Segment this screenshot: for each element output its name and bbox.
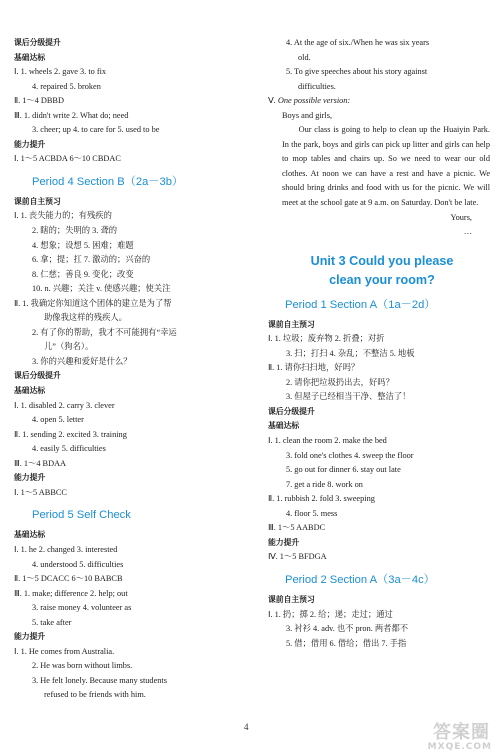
answer-line: 5. take after <box>32 617 72 627</box>
answer-line: 儿”（狗名）。 <box>44 342 94 352</box>
spacer <box>268 240 490 252</box>
essay-signoff: … <box>463 227 472 237</box>
section-heading: 课前自主预习 <box>268 594 315 604</box>
section-heading: 课后分级提升 <box>14 38 61 47</box>
answer-line: Ⅱ. 1. 我确定你知道这个团体的建立是为了帮 <box>14 298 172 308</box>
watermark-url: MXQE.COM <box>427 742 492 752</box>
answer-line: 8. 仁慈；善良 9. 变化；改变 <box>32 269 134 279</box>
essay-signoff: Yours, <box>450 212 472 222</box>
answer-line: 4. open 5. letter <box>32 415 84 425</box>
answer-line: 10. n. 兴趣；关注 v. 使感兴趣；使关注 <box>32 284 171 294</box>
answer-line: Ⅰ. 1. clean the room 2. make the bed <box>268 436 387 446</box>
answer-line: 3. 扫；打扫 4. 杂乱；不整洁 5. 地板 <box>286 348 415 358</box>
section-heading: 基础达标 <box>14 52 46 62</box>
answer-line: Ⅲ. 1. make; difference 2. help; out <box>14 588 128 598</box>
answer-line: Ⅰ. 1. 垃圾；废弃物 2. 折叠；对折 <box>268 334 385 344</box>
answer-line: 2. He was born without limbs. <box>32 661 133 671</box>
unit-title: clean your room? <box>329 272 435 287</box>
essay-paragraph: Our class is going to help to clean up the Huaiyin Park. In the park, boys and girls can pick up litter and girls can help to mop tables and chairs up. So we need to wear our old clothes. At noon we can have a rest and have a picnic. We should bring drinks and food with us for the picnic. We will meet at the school gate at 9 a.m. on Saturday. Don't be late. <box>282 125 490 208</box>
unit-title: Unit 3 Could you please <box>310 253 454 268</box>
answer-line: Ⅰ. 1～5 ABBCC <box>14 487 67 497</box>
answer-line: Ⅲ. 1. didn't write 2. What do; need <box>14 110 129 120</box>
answer-line: 4. At the age of six./When he was six years <box>286 38 430 47</box>
answer-line: Ⅱ. 1. sending 2. excited 3. training <box>14 429 127 439</box>
answer-line: old. <box>298 52 311 62</box>
section-heading: 课前自主预习 <box>14 196 61 206</box>
answer-line: Ⅲ. 1～5 AABDC <box>268 523 326 533</box>
answer-line: Ⅱ. 1～4 DBBD <box>14 96 64 106</box>
answer-line: Ⅰ. 1～5 ACBDA 6～10 CBDAC <box>14 154 121 164</box>
watermark-logo <box>408 718 496 752</box>
answer-line: Ⅲ. 1～4 BDAA <box>14 458 67 468</box>
answer-line: Ⅱ. 1. rubbish 2. fold 3. sweeping <box>268 494 375 504</box>
answer-line <box>268 94 490 109</box>
answer-line: 2. 请你把垃圾扔出去，好吗？ <box>286 377 394 387</box>
period-title: Period 5 Self Check <box>32 509 131 522</box>
answer-line: 3. He felt lonely. Because many students <box>32 675 167 685</box>
section-heading: 能力提升 <box>268 537 300 547</box>
page-number: 4 <box>244 722 249 732</box>
answer-line: Ⅰ. 1. wheels 2. gave 3. to fix <box>14 67 107 77</box>
answer-line: 5. go out for dinner 6. stay out late <box>286 465 401 475</box>
section-heading: 基础达标 <box>14 386 46 396</box>
answer-line: 4. floor 5. mess <box>286 508 338 518</box>
answer-line: 2. 瞎的；失明的 3. 聋的 <box>32 226 118 236</box>
answer-line: Ⅰ. 1. He comes from Australia. <box>14 646 115 656</box>
answer-line: Boys and girls, <box>282 110 333 120</box>
period-title: Period 1 Section A（1a－2d） <box>285 298 436 311</box>
answer-line: 3. 衬衫 4. adv. 也不 pron. 两者都不 <box>286 624 409 634</box>
answer-line: Ⅱ. 1. 请你扫扫地，好吗？ <box>268 363 360 373</box>
section-heading: 能力提升 <box>14 632 46 642</box>
answer-line: Ⅰ. 1. 丧失能力的；有残疾的 <box>14 211 112 221</box>
answer-line: 3. 你的兴趣和爱好是什么？ <box>32 356 132 366</box>
answer-line: 4. repaired 5. broken <box>32 81 101 91</box>
answer-line: 2. 有了你的帮助，我才不可能拥有“幸运 <box>32 327 177 337</box>
answer-line: 4. 想象；设想 5. 困难；难题 <box>32 240 134 250</box>
answer-line: 5. To give speeches about his story against <box>286 67 428 77</box>
section-heading: 基础达标 <box>14 530 46 540</box>
version-label: One possible version: <box>277 96 351 106</box>
answer-line: 6. 拿；提；扛 7. 激动的；兴奋的 <box>32 255 151 265</box>
section-heading: 能力提升 <box>14 473 46 483</box>
answer-line: Ⅱ. 1～5 DCACC 6～10 BABCB <box>14 574 123 584</box>
period-title: Period 2 Section A（3a－4c） <box>285 573 435 586</box>
section-heading: 课前自主预习 <box>268 319 315 329</box>
answer-line: Ⅰ. 1. he 2. changed 3. interested <box>14 544 118 554</box>
answer-line: 3. raise money 4. volunteer as <box>32 603 132 613</box>
answer-line: Ⅳ. 1～5 BFDGA <box>268 552 327 562</box>
answer-line: 4. easily 5. difficulties <box>32 444 106 454</box>
watermark-text: 答案圈 <box>433 722 490 743</box>
answer-line: Ⅰ. 1. disabled 2. carry 3. clever <box>14 400 115 410</box>
answer-line: 3. 但屋子已经相当干净、整洁了！ <box>286 392 411 402</box>
answer-line: Ⅰ. 1. 扔；掷 2. 给；递；走过；通过 <box>268 609 393 619</box>
item-number: Ⅴ. <box>268 96 278 106</box>
section-heading: 能力提升 <box>14 139 46 149</box>
answer-line: 助像我这样的残疾人。 <box>44 313 127 323</box>
answer-line: 7. get a ride 8. work on <box>286 479 363 489</box>
answer-line: 3. fold one's clothes 4. sweep the floor <box>286 450 414 460</box>
section-heading: 基础达标 <box>268 421 300 431</box>
answer-line: difficulties. <box>298 81 336 91</box>
answer-line: 3. cheer; up 4. to care for 5. used to be <box>32 125 160 135</box>
answer-line: 4. understood 5. difficulties <box>32 559 124 569</box>
answer-line: 5. 借；借用 6. 借给；借出 7. 手指 <box>286 638 407 648</box>
section-heading: 课后分级提升 <box>268 406 315 416</box>
section-heading: 课后分级提升 <box>14 371 61 381</box>
left-column <box>14 36 246 703</box>
right-column <box>268 36 490 651</box>
answer-line: refused to be friends with him. <box>44 690 146 700</box>
period-title: Period 4 Section B（2a－3b） <box>32 175 184 188</box>
